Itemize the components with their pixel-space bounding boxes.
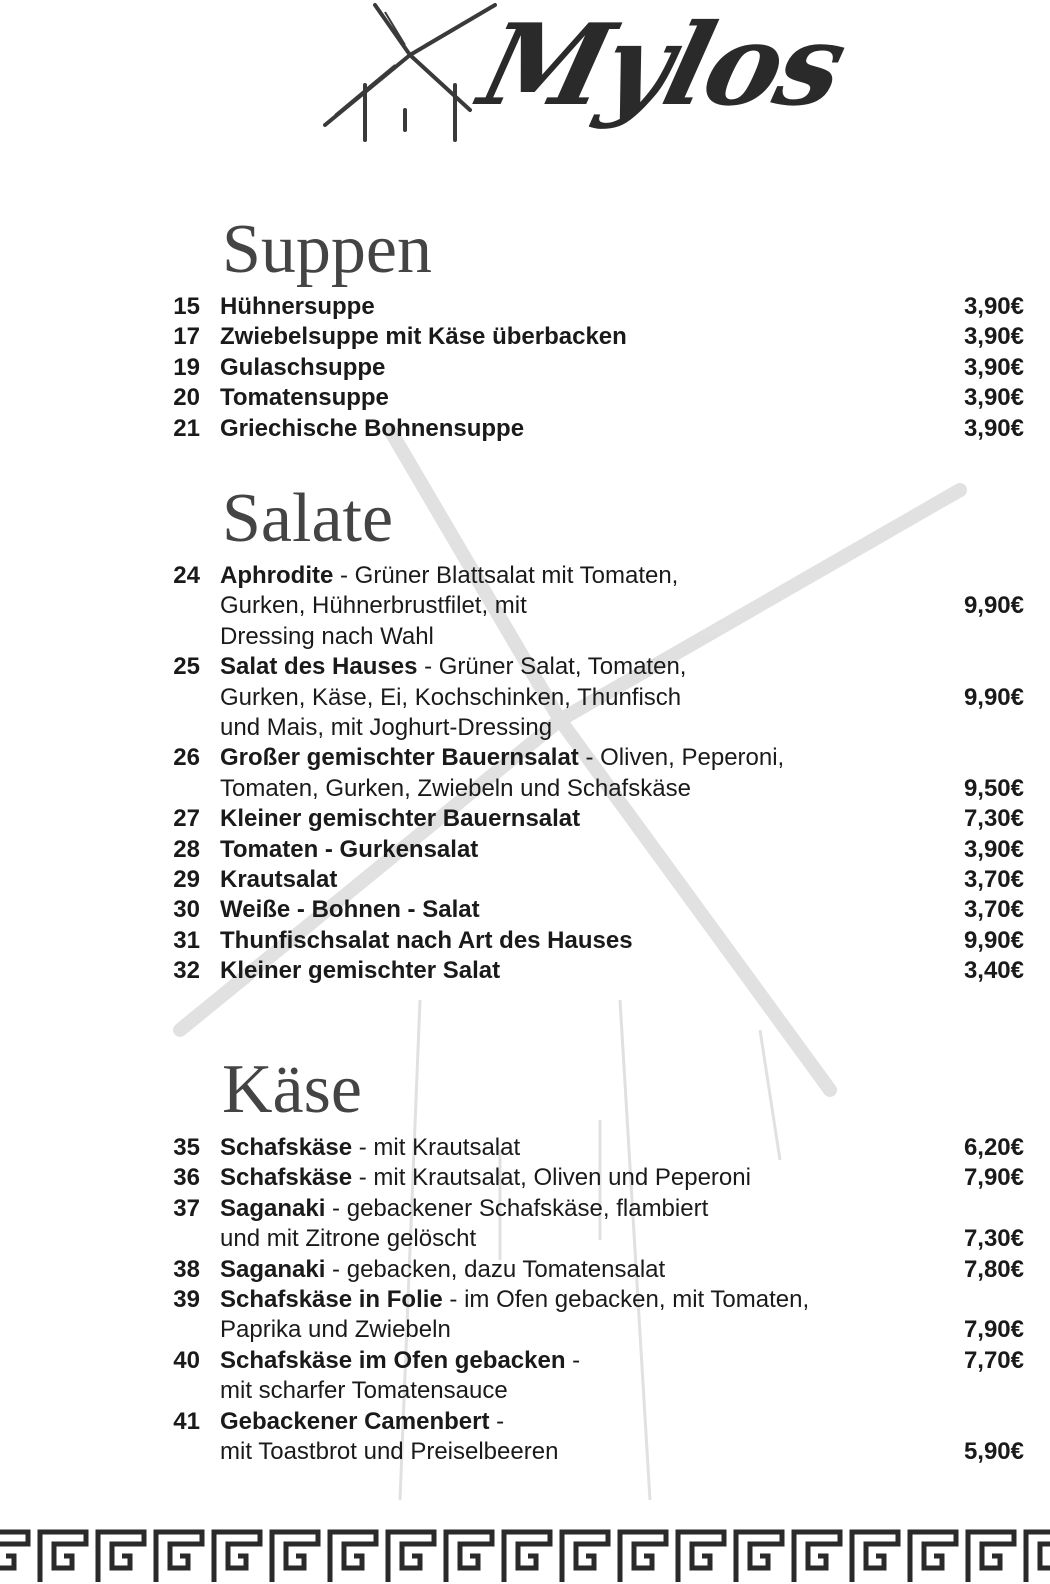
item-description: und mit Zitrone gelöscht bbox=[220, 1225, 477, 1253]
item-number: 38 bbox=[173, 1255, 200, 1283]
item-text bbox=[220, 895, 480, 925]
item-number: 29 bbox=[173, 866, 200, 893]
item-price: 9,90€ bbox=[963, 683, 1024, 711]
item-name: Thunfischsalat nach Art des Hauses bbox=[220, 926, 633, 954]
item-name: Tomatensuppe bbox=[220, 384, 389, 412]
menu-item bbox=[0, 1163, 1050, 1193]
menu-item-continuation bbox=[0, 683, 1050, 713]
menu-item-continuation bbox=[0, 713, 1050, 743]
item-name: Schafskäse in Folie bbox=[220, 1286, 443, 1313]
item-price: 7,80€ bbox=[963, 1255, 1024, 1283]
item-name: Griechische Bohnensuppe bbox=[220, 414, 525, 442]
menu-item bbox=[0, 1255, 1050, 1285]
greek-key-segment bbox=[678, 1532, 724, 1582]
item-text bbox=[220, 713, 552, 743]
item-text bbox=[220, 1163, 751, 1193]
item-description: - Grüner Blattsalat mit Tomaten, bbox=[333, 562, 679, 589]
menu-item-continuation bbox=[0, 1315, 1050, 1345]
greek-key-segment bbox=[156, 1532, 202, 1582]
greek-key-segment bbox=[98, 1532, 144, 1582]
item-description: Dressing nach Wahl bbox=[220, 622, 434, 650]
item-price: 6,20€ bbox=[963, 1134, 1024, 1161]
item-name: Tomaten - Gurkensalat bbox=[220, 835, 479, 863]
section-title-kaese: Käse bbox=[222, 1051, 362, 1128]
item-number: 35 bbox=[173, 1134, 200, 1161]
item-name: Saganaki bbox=[220, 1194, 326, 1222]
item-text bbox=[220, 1407, 504, 1437]
menu-item bbox=[0, 865, 1050, 895]
greek-key-segment bbox=[330, 1532, 376, 1582]
item-price: 7,90€ bbox=[963, 1316, 1024, 1344]
item-description: mit scharfer Tomatensauce bbox=[220, 1377, 508, 1405]
item-text bbox=[220, 561, 678, 591]
item-description: mit Toastbrot und Preiselbeeren bbox=[220, 1438, 559, 1465]
greek-key-segment bbox=[504, 1532, 550, 1582]
section-title-suppen: Suppen bbox=[222, 211, 432, 288]
item-description: - Grüner Salat, Tomaten, bbox=[417, 653, 687, 681]
menu-item bbox=[0, 292, 1050, 322]
menu-item bbox=[0, 926, 1050, 956]
item-description: Gurken, Käse, Ei, Kochschinken, Thunfisch bbox=[220, 683, 682, 711]
item-name: Gebackener Camenbert bbox=[220, 1407, 490, 1435]
item-text bbox=[220, 591, 527, 621]
menu-item bbox=[0, 353, 1050, 383]
section-title-salate: Salate bbox=[222, 480, 394, 557]
item-price: 3,70€ bbox=[963, 866, 1024, 893]
item-name: Kleiner gemischter Bauernsalat bbox=[220, 805, 581, 833]
item-number: 15 bbox=[173, 293, 200, 320]
item-description: - bbox=[565, 1346, 581, 1374]
item-price: 9,90€ bbox=[963, 592, 1024, 620]
item-description: Gurken, Hühnerbrustfilet, mit bbox=[220, 592, 527, 620]
item-text bbox=[220, 835, 478, 865]
item-text bbox=[220, 926, 633, 956]
item-price: 3,90€ bbox=[963, 353, 1024, 381]
restaurant-name: Mylos bbox=[468, 0, 856, 131]
menu-item-continuation bbox=[0, 622, 1050, 652]
item-description: - im Ofen gebacken, mit Tomaten, bbox=[442, 1286, 810, 1313]
menu-item bbox=[0, 1285, 1050, 1315]
greek-key-segment bbox=[910, 1532, 956, 1582]
item-text bbox=[220, 865, 337, 895]
item-name: Schafskäse bbox=[220, 1134, 353, 1161]
item-text bbox=[220, 804, 580, 834]
item-name: Weiße - Bohnen - Salat bbox=[220, 896, 480, 924]
greek-key-segment bbox=[562, 1532, 608, 1582]
greek-key-segment bbox=[852, 1532, 898, 1582]
item-description: - Oliven, Peperoni, bbox=[578, 744, 785, 772]
menu-item bbox=[0, 743, 1050, 773]
item-number: 32 bbox=[173, 957, 200, 985]
item-number: 40 bbox=[173, 1346, 200, 1374]
item-description: - gebacken, dazu Tomatensalat bbox=[325, 1255, 666, 1283]
greek-key-segment bbox=[736, 1532, 782, 1582]
item-name: Schafskäse bbox=[220, 1164, 353, 1192]
item-number: 26 bbox=[173, 744, 200, 772]
greek-key-segment bbox=[1026, 1532, 1050, 1582]
item-description: - gebackener Schafskäse, flambiert bbox=[325, 1194, 709, 1222]
item-text bbox=[220, 414, 524, 444]
item-price: 9,90€ bbox=[963, 926, 1024, 954]
item-price: 7,30€ bbox=[963, 805, 1024, 833]
greek-key-segment bbox=[0, 1532, 28, 1582]
item-name: Salat des Hauses bbox=[220, 653, 418, 681]
item-description: Paprika und Zwiebeln bbox=[220, 1316, 451, 1344]
item-text bbox=[220, 383, 389, 413]
item-text bbox=[220, 1346, 580, 1376]
logo bbox=[305, 0, 865, 175]
item-price: 7,70€ bbox=[963, 1346, 1024, 1374]
item-description: und Mais, mit Joghurt-Dressing bbox=[220, 714, 553, 741]
item-name: Kleiner gemischter Salat bbox=[220, 957, 501, 985]
item-price: 7,30€ bbox=[963, 1225, 1024, 1253]
item-number: 36 bbox=[173, 1164, 200, 1192]
item-number: 20 bbox=[173, 384, 200, 412]
menu-item bbox=[0, 1133, 1050, 1163]
item-text bbox=[220, 743, 784, 773]
item-description: Tomaten, Gurken, Zwiebeln und Schafskäse bbox=[220, 774, 691, 802]
greek-key-segment bbox=[214, 1532, 260, 1582]
item-price: 7,90€ bbox=[963, 1164, 1024, 1192]
item-name: Großer gemischter Bauernsalat bbox=[220, 744, 579, 772]
item-description: - mit Krautsalat, Oliven und Peperoni bbox=[352, 1164, 751, 1192]
menu-item bbox=[0, 383, 1050, 413]
menu-item bbox=[0, 414, 1050, 444]
item-description: - mit Krautsalat bbox=[352, 1134, 521, 1161]
item-name: Schafskäse im Ofen gebacken bbox=[220, 1346, 566, 1374]
menu-item bbox=[0, 956, 1050, 986]
item-text bbox=[220, 1133, 520, 1163]
greek-key-segment bbox=[620, 1532, 666, 1582]
item-text bbox=[220, 1376, 508, 1406]
item-number: 24 bbox=[173, 562, 200, 589]
item-price: 3,90€ bbox=[963, 384, 1024, 412]
item-name: Hühnersuppe bbox=[220, 293, 375, 320]
item-number: 17 bbox=[173, 323, 200, 351]
item-number: 27 bbox=[173, 805, 200, 833]
item-number: 31 bbox=[173, 926, 200, 954]
item-text bbox=[220, 1437, 558, 1467]
item-text bbox=[220, 353, 385, 383]
item-price: 3,40€ bbox=[963, 957, 1024, 985]
item-text bbox=[220, 1255, 665, 1285]
item-number: 19 bbox=[173, 353, 200, 381]
item-text bbox=[220, 1224, 476, 1254]
greek-key-segment bbox=[446, 1532, 492, 1582]
item-text bbox=[220, 322, 627, 352]
menu-item bbox=[0, 895, 1050, 925]
item-number: 39 bbox=[173, 1286, 200, 1313]
menu-item bbox=[0, 561, 1050, 591]
item-price: 5,90€ bbox=[963, 1438, 1024, 1465]
menu-item-continuation bbox=[0, 1376, 1050, 1406]
item-price: 3,90€ bbox=[963, 323, 1024, 351]
item-text bbox=[220, 1315, 451, 1345]
greek-key-segment bbox=[794, 1532, 840, 1582]
item-price: 9,50€ bbox=[963, 774, 1024, 802]
item-text bbox=[220, 1194, 708, 1224]
item-text bbox=[220, 956, 500, 986]
item-text bbox=[220, 1285, 809, 1315]
menu-item bbox=[0, 1346, 1050, 1376]
item-name: Saganaki bbox=[220, 1255, 326, 1283]
item-number: 25 bbox=[173, 653, 200, 681]
item-text bbox=[220, 292, 375, 322]
item-number: 41 bbox=[173, 1407, 200, 1435]
item-name: Krautsalat bbox=[220, 866, 338, 893]
item-price: 3,90€ bbox=[963, 835, 1024, 863]
item-name: Gulaschsuppe bbox=[220, 353, 386, 381]
item-name: Zwiebelsuppe mit Käse überbacken bbox=[220, 323, 627, 351]
item-price: 3,90€ bbox=[963, 414, 1024, 442]
item-number: 37 bbox=[173, 1194, 200, 1222]
menu-item bbox=[0, 322, 1050, 352]
menu-item bbox=[0, 835, 1050, 865]
menu-item-continuation bbox=[0, 1224, 1050, 1254]
item-price: 3,70€ bbox=[963, 896, 1024, 924]
menu-item-continuation bbox=[0, 1437, 1050, 1467]
menu-item bbox=[0, 1407, 1050, 1437]
menu-item-continuation bbox=[0, 591, 1050, 621]
menu-item bbox=[0, 1194, 1050, 1224]
item-price: 3,90€ bbox=[963, 293, 1024, 320]
greek-key-segment bbox=[40, 1532, 86, 1582]
item-description: - bbox=[489, 1407, 505, 1435]
menu-item bbox=[0, 804, 1050, 834]
item-text bbox=[220, 652, 686, 682]
item-text bbox=[220, 622, 434, 652]
menu-item bbox=[0, 652, 1050, 682]
greek-key-segment bbox=[968, 1532, 1014, 1582]
item-text bbox=[220, 683, 681, 713]
item-number: 30 bbox=[173, 896, 200, 924]
item-name: Aphrodite bbox=[220, 562, 334, 589]
item-number: 28 bbox=[173, 835, 200, 863]
item-text bbox=[220, 774, 691, 804]
greek-key-segment bbox=[388, 1532, 434, 1582]
menu-item-continuation bbox=[0, 774, 1050, 804]
greek-key-border bbox=[0, 1528, 1050, 1584]
item-number: 21 bbox=[173, 414, 200, 442]
greek-key-segment bbox=[272, 1532, 318, 1582]
